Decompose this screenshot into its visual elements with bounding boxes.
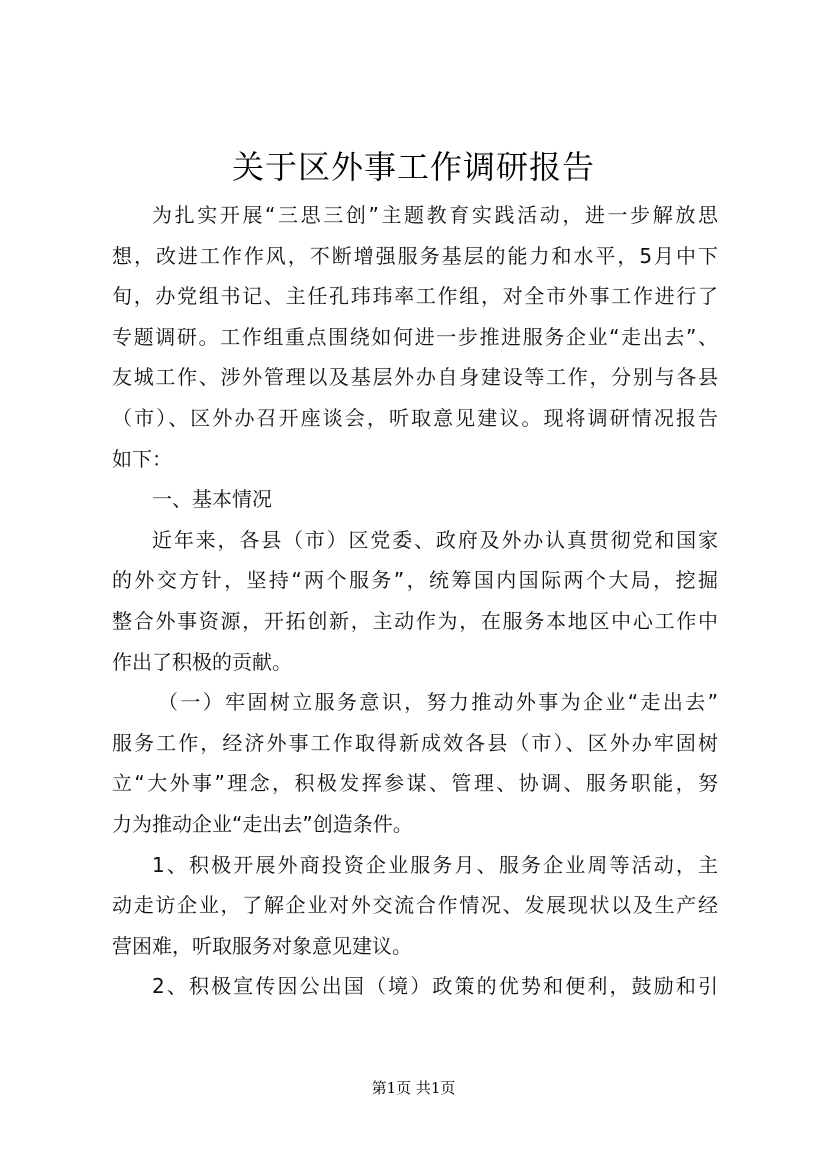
- paragraph-line: 作出了积极的贡献。: [112, 649, 292, 674]
- paragraph-line: （一）牢固树立服务意识，努力推动外事为企业“走出去”: [158, 690, 718, 715]
- document-title: 关于区外事工作调研报告: [231, 148, 595, 186]
- paragraph-line: 想，改进工作作风，不断增强服务基层的能力和水平，5月中下: [112, 243, 718, 268]
- paragraph-line: 为扎实开展“三思三创”主题教育实践活动，进一步解放思: [152, 203, 718, 227]
- paragraph-line: 营困难，听取服务对象意见建议。: [112, 933, 412, 958]
- paragraph-line: 服务工作，经济外事工作取得新成效各县（市）、区外办牢固树: [112, 730, 718, 755]
- paragraph-line: （市）、区外办召开座谈会，听取意见建议。现将调研情况报告: [112, 405, 718, 430]
- document-body: [112, 195, 718, 1007]
- section-heading: 一、基本情况: [152, 487, 272, 512]
- paragraph-line: 旬，办党组书记、主任孔玮玮率工作组，对全市外事工作进行了: [112, 284, 718, 309]
- paragraph-line: 立“大外事”理念，积极发挥参谋、管理、协调、服务职能，努: [112, 771, 718, 796]
- paragraph-line: 整合外事资源，开拓创新，主动作为，在服务本地区中心工作中: [112, 608, 718, 633]
- paragraph-line: 近年来，各县（市）区党委、政府及外办认真贯彻党和国家: [152, 527, 718, 552]
- paragraph-line: 力为推动企业“走出去”创造条件。: [112, 811, 413, 836]
- paragraph-line: 1、积极开展外商投资企业服务月、服务企业周等活动，主: [152, 852, 718, 877]
- paragraph-line: 的外交方针，坚持“两个服务”，统筹国内国际两个大局，挖掘: [112, 568, 718, 593]
- paragraph-line: 2、积极宣传因公出国（境）政策的优势和便利，鼓励和引: [152, 974, 718, 999]
- paragraph-line: 如下：: [112, 446, 172, 471]
- paragraph-line: 友城工作、涉外管理以及基层外办自身建设等工作，分别与各县: [112, 365, 718, 390]
- paragraph-line: 动走访企业，了解企业对外交流合作情况、发展现状以及生产经: [112, 893, 718, 918]
- paragraph-line: 专题调研。工作组重点围绕如何进一步推进服务企业“走出去”、: [112, 324, 718, 349]
- page-footer: 第1页 共1页: [371, 1079, 456, 1097]
